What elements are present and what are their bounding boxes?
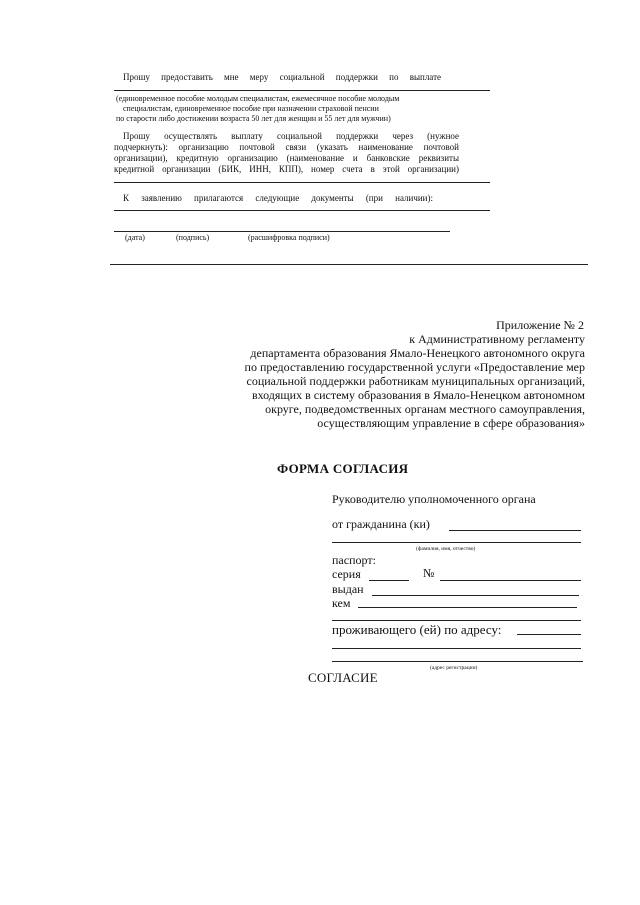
residing-label: проживающего (ей) по адресу: (332, 622, 502, 637)
section-separator-line (110, 264, 588, 265)
payment-text-line-4: кредитной организации (БИК, ИНН, КПП), номер счета в этой организации) (114, 164, 459, 174)
issued-field-line[interactable] (372, 595, 579, 596)
payment-blank-line (114, 182, 490, 183)
attachments-line: К заявлению прилагаются следующие документы (при наличии): (123, 193, 433, 203)
appendix-line-4: социальной поддержки работникам муниципальных организаций, (246, 374, 585, 388)
request-hint-line-2: специалистам, единовременное пособие при назначении страховой пенсии (123, 104, 379, 113)
name-caption: (фамилия, имя, отчество) (416, 546, 476, 552)
citizen-name-field-line-1[interactable] (449, 530, 581, 531)
sign-decoding-caption: (расшифровка подписи) (248, 233, 330, 242)
number-field-line[interactable] (440, 580, 581, 581)
request-line: Прошу предоставить мне меру социальной поддержки по выплате (123, 72, 441, 82)
by-whom-label: кем (332, 596, 351, 610)
payment-text-line-1: Прошу осуществлять выплату социальной поддержки через (нужное (123, 131, 459, 141)
address-field-line-3[interactable] (332, 661, 583, 662)
appendix-line-3: по предоставлению государственной услуги «Предоставление мер (244, 360, 585, 374)
consent-form-title: ФОРМА СОГЛАСИЯ (277, 461, 409, 476)
citizen-name-field-line-2[interactable] (332, 542, 581, 543)
appendix-line-6: округе, подведомственных органам местного самоуправления, (265, 402, 585, 416)
request-blank-line (114, 90, 490, 91)
consent-heading: СОГЛАСИЕ (308, 670, 378, 685)
request-hint-line-1: (единовременное пособие молодым специалистам, ежемесячное пособие молодым (116, 94, 400, 103)
payment-text-line-3: организации), кредитную организацию (наименование и банковские реквизиты (114, 153, 459, 163)
appendix-line-1: к Административному регламенту (409, 332, 585, 346)
by-whom-field-line[interactable] (358, 607, 577, 608)
series-label: серия (332, 567, 361, 581)
series-field-line[interactable] (369, 580, 409, 581)
address-field-line-2[interactable] (332, 648, 581, 649)
signature-blank-line (114, 231, 450, 232)
sign-signature-caption: (подпись) (176, 233, 210, 242)
request-hint-line-3: по старости либо достижении возраста 50 лет для женщин и 55 лет для мужчин) (116, 114, 391, 123)
attachments-blank-line (114, 210, 490, 211)
passport-label: паспорт: (332, 553, 376, 567)
appendix-number: Приложение № 2 (496, 318, 584, 332)
addressee-text: Руководителю уполномоченного органа (332, 492, 536, 506)
by-whom-field-line-2[interactable] (332, 620, 581, 621)
appendix-line-2: департамента образования Ямало-Ненецкого автономного округа (250, 346, 585, 360)
payment-text-line-2: подчеркнуть): организацию почтовой связи (указать наименование почтовой (114, 142, 459, 152)
issued-label: выдан (332, 582, 364, 596)
from-citizen-label: от гражданина (ки) (332, 517, 430, 531)
number-label: № (423, 566, 435, 580)
sign-date-caption: (дата) (125, 233, 145, 242)
appendix-line-7: осуществляющим управление в сфере образования» (317, 416, 585, 430)
address-field-line-1[interactable] (517, 634, 581, 635)
appendix-line-5: входящих в систему образования в Ямало-Ненецком автономном (251, 388, 585, 402)
address-caption: (адрес регистрации) (430, 665, 478, 671)
